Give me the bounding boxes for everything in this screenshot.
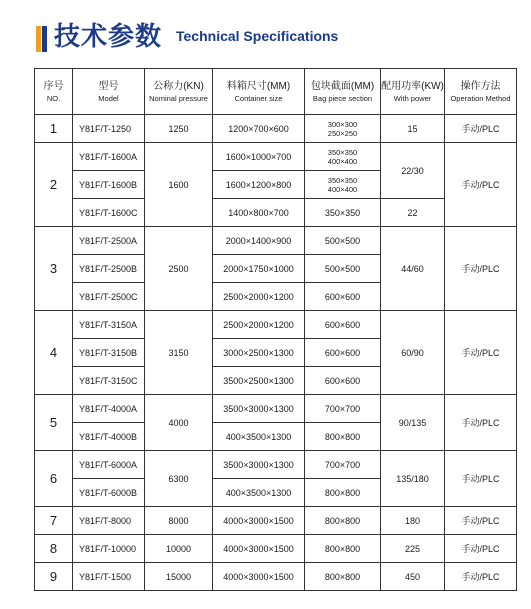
container-cell: 4000×3000×1500 — [213, 507, 305, 535]
row-number: 6 — [35, 451, 73, 507]
accent-bar-blue — [42, 26, 47, 52]
title-chinese: 技术参数 — [54, 22, 163, 52]
container-cell: 3500×2500×1300 — [213, 367, 305, 395]
power-cell: 60/90 — [381, 311, 445, 395]
section-cell: 800×800 — [305, 479, 381, 507]
section-cell: 350×350 400×400 — [305, 143, 381, 171]
table-row — [35, 227, 517, 255]
force-cell: 1250 — [145, 115, 213, 143]
model-cell: Y81F/T-1250 — [73, 115, 145, 143]
container-cell: 2500×2000×1200 — [213, 311, 305, 339]
container-cell: 1600×1000×700 — [213, 143, 305, 171]
table-row — [35, 115, 517, 143]
power-cell: 135/180 — [381, 451, 445, 507]
container-cell: 3500×3000×1300 — [213, 395, 305, 423]
model-cell: Y81F/T-1500 — [73, 563, 145, 591]
operation-cell: 手动/PLC — [445, 395, 517, 451]
row-number: 9 — [35, 563, 73, 591]
operation-cell: 手动/PLC — [445, 227, 517, 311]
container-cell: 2000×1750×1000 — [213, 255, 305, 283]
row-number: 3 — [35, 227, 73, 311]
row-number: 7 — [35, 507, 73, 535]
container-cell: 3000×2500×1300 — [213, 339, 305, 367]
spec-table — [34, 68, 517, 591]
operation-cell: 手动/PLC — [445, 563, 517, 591]
model-cell: Y81F/T-4000A — [73, 395, 145, 423]
section-cell: 600×600 — [305, 339, 381, 367]
force-cell: 8000 — [145, 507, 213, 535]
model-cell: Y81F/T-4000B — [73, 423, 145, 451]
container-cell: 2500×2000×1200 — [213, 283, 305, 311]
container-cell: 400×3500×1300 — [213, 479, 305, 507]
power-cell: 180 — [381, 507, 445, 535]
force-cell: 3150 — [145, 311, 213, 395]
power-cell: 44/60 — [381, 227, 445, 311]
section-cell: 350×350 400×400 — [305, 171, 381, 199]
model-cell: Y81F/T-1600B — [73, 171, 145, 199]
container-cell: 4000×3000×1500 — [213, 563, 305, 591]
force-cell: 4000 — [145, 395, 213, 451]
force-cell: 15000 — [145, 563, 213, 591]
model-cell: Y81F/T-8000 — [73, 507, 145, 535]
container-cell: 400×3500×1300 — [213, 423, 305, 451]
force-cell: 6300 — [145, 451, 213, 507]
model-cell: Y81F/T-2500C — [73, 283, 145, 311]
col-header-section: 包块截面(MM) Bag piece section — [305, 69, 381, 115]
model-cell: Y81F/T-6000A — [73, 451, 145, 479]
header-row — [35, 69, 517, 115]
table-row — [35, 507, 517, 535]
model-cell: Y81F/T-6000B — [73, 479, 145, 507]
section-header — [36, 16, 516, 52]
col-header-power: 配用功率(KW) With power — [381, 69, 445, 115]
container-cell: 1600×1200×800 — [213, 171, 305, 199]
row-number: 4 — [35, 311, 73, 395]
row-number: 5 — [35, 395, 73, 451]
operation-cell: 手动/PLC — [445, 143, 517, 227]
model-cell: Y81F/T-3150C — [73, 367, 145, 395]
table-row — [35, 395, 517, 423]
power-cell: 225 — [381, 535, 445, 563]
section-cell: 800×800 — [305, 563, 381, 591]
operation-cell: 手动/PLC — [445, 311, 517, 395]
section-cell: 800×800 — [305, 535, 381, 563]
table-row — [35, 199, 517, 227]
section-cell: 700×700 — [305, 395, 381, 423]
model-cell: Y81F/T-10000 — [73, 535, 145, 563]
row-number: 2 — [35, 143, 73, 227]
power-cell: 450 — [381, 563, 445, 591]
operation-cell: 手动/PLC — [445, 507, 517, 535]
table-row — [35, 535, 517, 563]
col-header-operation: 操作方法 Operation Method — [445, 69, 517, 115]
col-header-force: 公称力(KN) Nominal pressure — [145, 69, 213, 115]
operation-cell: 手动/PLC — [445, 535, 517, 563]
container-cell: 4000×3000×1500 — [213, 535, 305, 563]
container-cell: 1400×800×700 — [213, 199, 305, 227]
section-cell: 500×500 — [305, 227, 381, 255]
section-cell: 300×300 250×250 — [305, 115, 381, 143]
container-cell: 1200×700×600 — [213, 115, 305, 143]
power-cell: 90/135 — [381, 395, 445, 451]
section-cell: 600×600 — [305, 367, 381, 395]
model-cell: Y81F/T-2500A — [73, 227, 145, 255]
model-cell: Y81F/T-1600A — [73, 143, 145, 171]
section-cell: 700×700 — [305, 451, 381, 479]
force-cell: 2500 — [145, 227, 213, 311]
model-cell: Y81F/T-3150B — [73, 339, 145, 367]
section-cell: 800×800 — [305, 507, 381, 535]
container-cell: 2000×1400×900 — [213, 227, 305, 255]
section-cell: 600×600 — [305, 283, 381, 311]
section-cell: 600×600 — [305, 311, 381, 339]
model-cell: Y81F/T-2500B — [73, 255, 145, 283]
force-cell: 10000 — [145, 535, 213, 563]
force-cell: 1600 — [145, 143, 213, 227]
table-row — [35, 311, 517, 339]
section-cell: 350×350 — [305, 199, 381, 227]
col-header-container: 料箱尺寸(MM) Container size — [213, 69, 305, 115]
power-cell: 22/30 — [381, 143, 445, 199]
power-cell: 15 — [381, 115, 445, 143]
power-cell: 22 — [381, 199, 445, 227]
operation-cell: 手动/PLC — [445, 451, 517, 507]
section-cell: 800×800 — [305, 423, 381, 451]
row-number: 8 — [35, 535, 73, 563]
title-english: Technical Specifications — [176, 28, 339, 44]
model-cell: Y81F/T-3150A — [73, 311, 145, 339]
row-number: 1 — [35, 115, 73, 143]
table-row — [35, 451, 517, 479]
col-header-no: 序号 NO. — [35, 69, 73, 115]
model-cell: Y81F/T-1600C — [73, 199, 145, 227]
container-cell: 3500×3000×1300 — [213, 451, 305, 479]
accent-bar-orange — [36, 26, 41, 52]
table-row — [35, 563, 517, 591]
table-row — [35, 143, 517, 171]
operation-cell: 手动/PLC — [445, 115, 517, 143]
col-header-model: 型号 Model — [73, 69, 145, 115]
section-cell: 500×500 — [305, 255, 381, 283]
